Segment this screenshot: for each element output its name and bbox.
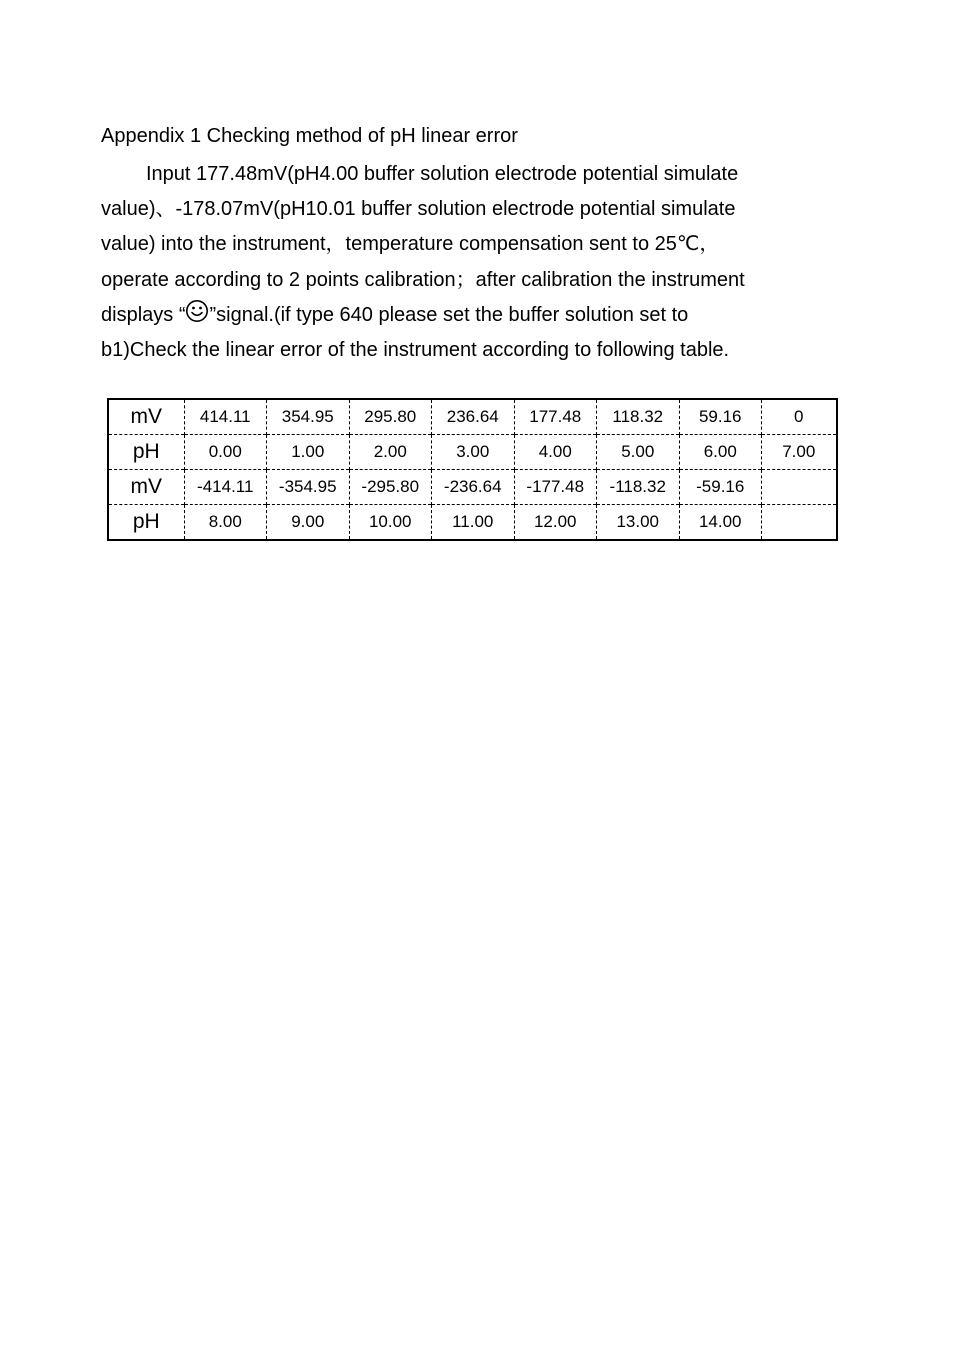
table-cell (762, 505, 837, 541)
table-cell: -59.16 (679, 470, 762, 505)
table-row (108, 399, 837, 435)
appendix-heading: Appendix 1 Checking method of pH linear error (101, 125, 518, 147)
table-cell: -414.11 (184, 470, 267, 505)
table-cell: -354.95 (267, 470, 350, 505)
table-row (108, 505, 837, 541)
row-label: pH (108, 435, 184, 470)
instructions-paragraph (101, 157, 841, 368)
table-cell: 11.00 (432, 505, 515, 541)
paragraph-line-5-end: ”signal.(if type 640 please set the buffer solution set to (209, 303, 689, 326)
table-cell: 414.11 (184, 399, 267, 435)
table-cell: 14.00 (679, 505, 762, 541)
paragraph-line-3: value) into the instrument，temperature compensation sent to 25℃， (101, 233, 720, 256)
table-row (108, 470, 837, 505)
table-cell: 295.80 (349, 399, 432, 435)
row-label: pH (108, 505, 184, 541)
table-cell: -177.48 (514, 470, 597, 505)
table-cell: 9.00 (267, 505, 350, 541)
table-cell: -118.32 (597, 470, 680, 505)
table-cell: 12.00 (514, 505, 597, 541)
table-row (108, 435, 837, 470)
table-cell: 118.32 (597, 399, 680, 435)
row-label: mV (130, 405, 162, 428)
paragraph-line-5 (101, 298, 841, 333)
table-body (108, 399, 837, 540)
table-cell (762, 470, 837, 505)
table-cell: 0 (762, 399, 837, 435)
paragraph-line-1: Input 177.48mV(pH4.00 buffer solution electrode potential simulate (146, 163, 739, 185)
table-cell: 4.00 (514, 435, 597, 470)
table-cell: 13.00 (597, 505, 680, 541)
row-label: mV (108, 470, 184, 505)
smiley-face-icon (185, 299, 209, 323)
table-cell: 8.00 (184, 505, 267, 541)
paragraph-line-4: operate according to 2 points calibration；after calibration the instrument (101, 268, 745, 291)
table-cell: -295.80 (349, 470, 432, 505)
paragraph-line-5-start: displays “ (101, 303, 186, 326)
table-cell: 354.95 (267, 399, 350, 435)
table-cell: 7.00 (762, 435, 837, 470)
table-cell: 177.48 (514, 399, 597, 435)
table-cell: 0.00 (184, 435, 267, 470)
table-cell: 2.00 (349, 435, 432, 470)
table-cell: 3.00 (432, 435, 515, 470)
table-cell: 1.00 (267, 435, 350, 470)
paragraph-line-6: b1)Check the linear error of the instrument according to following table. (101, 339, 730, 362)
table-cell: 5.00 (597, 435, 680, 470)
table-cell: 6.00 (679, 435, 762, 470)
table-cell: 59.16 (679, 399, 762, 435)
table-cell: -236.64 (432, 470, 515, 505)
table-cell: 236.64 (432, 399, 515, 435)
table-cell: 10.00 (349, 505, 432, 541)
ph-linear-error-table (107, 398, 838, 541)
paragraph-line-2: value)、-178.07mV(pH10.01 buffer solution electrode potential simulate (101, 198, 736, 221)
